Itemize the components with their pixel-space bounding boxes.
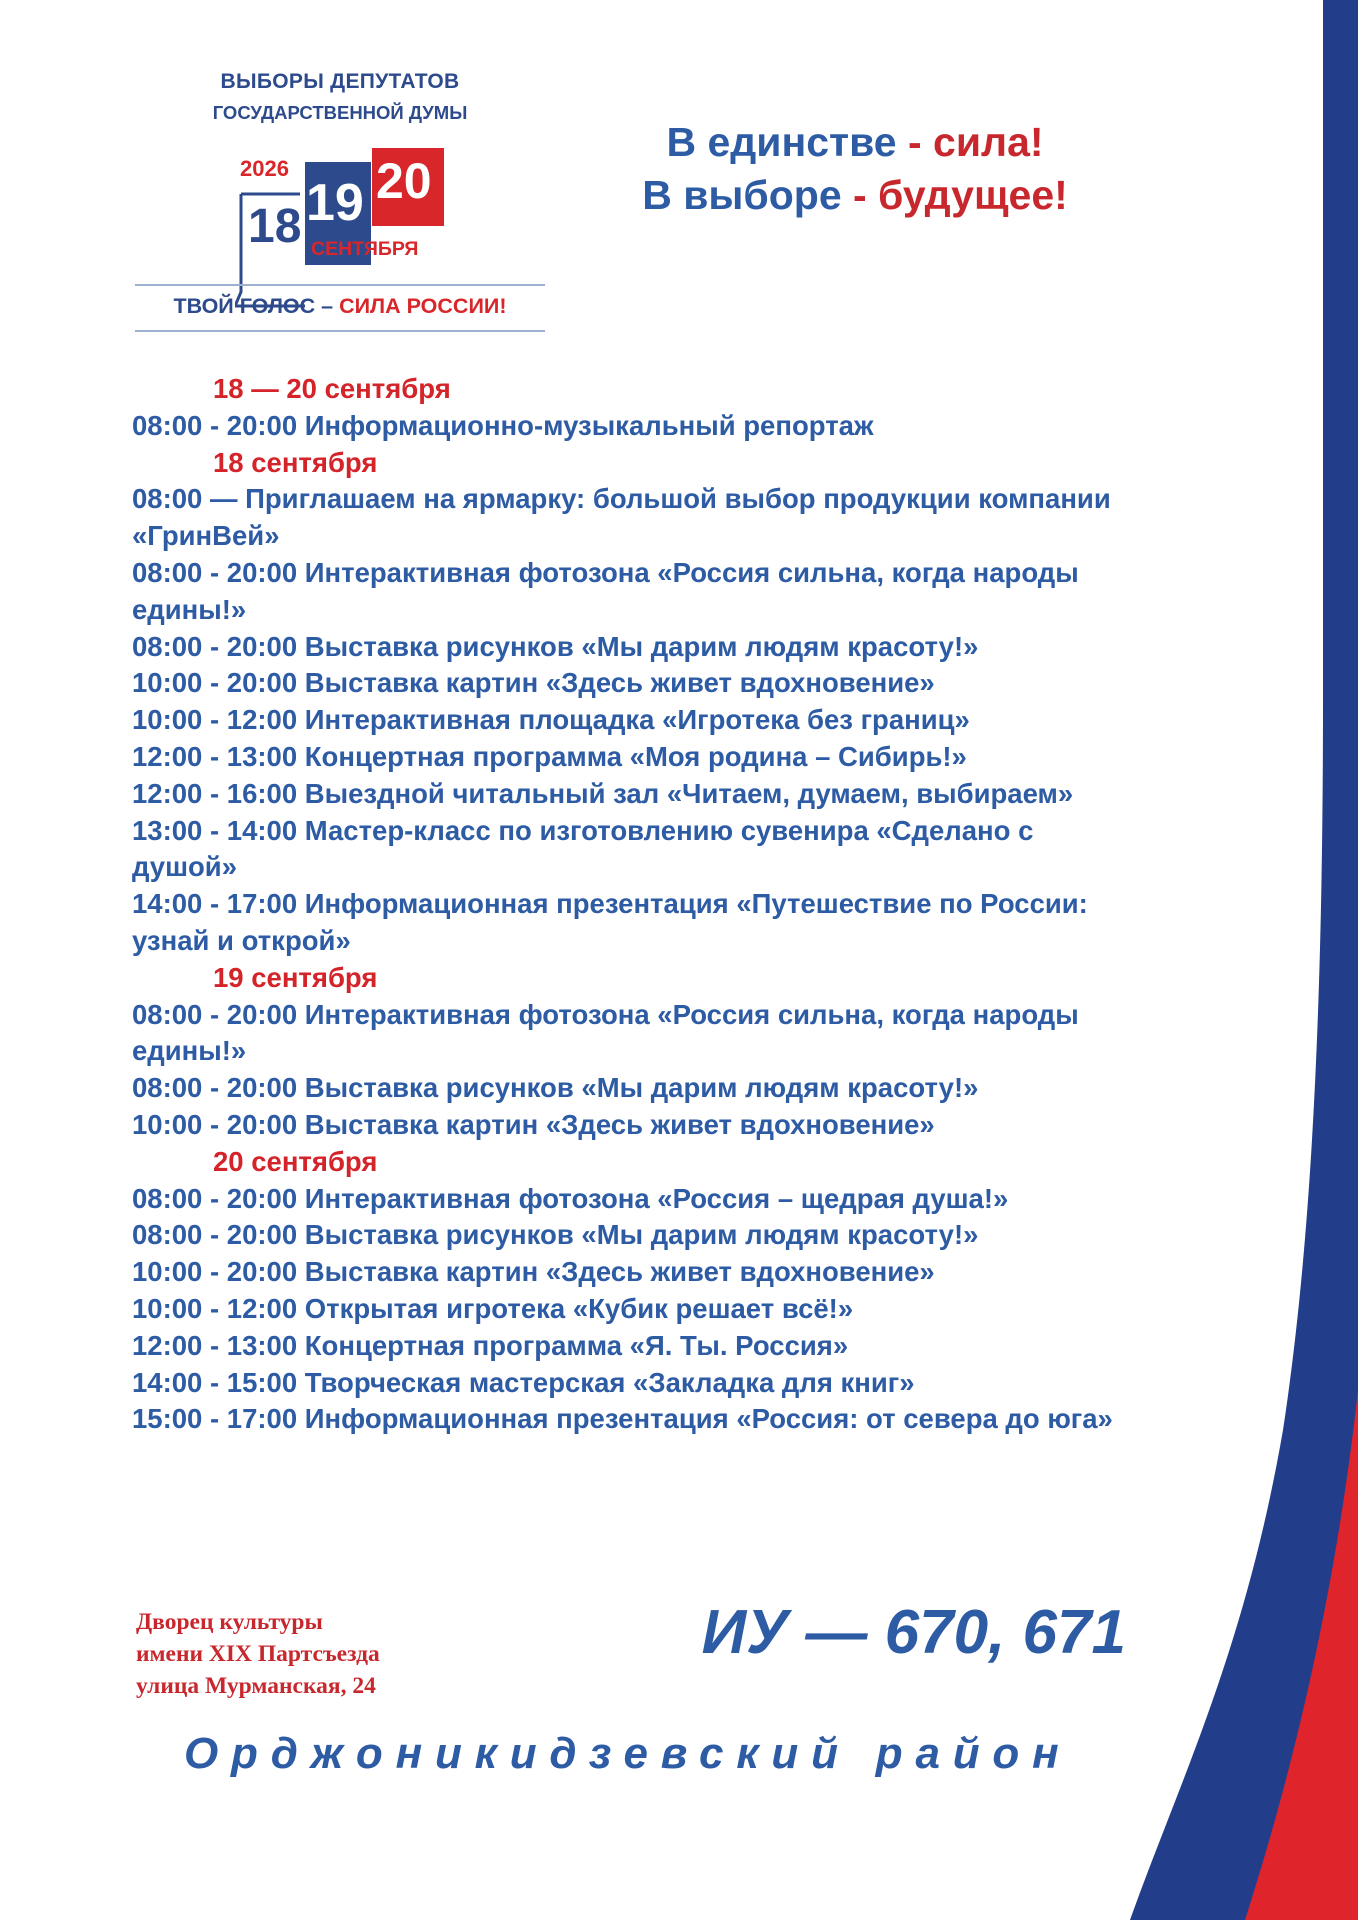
venue-address	[136, 1606, 380, 1702]
motto-line2	[605, 169, 1105, 222]
logo-day-18: 18	[248, 200, 302, 253]
event-item: 14:00 - 15:00 Творческая мастерская «Закладка для книг»	[132, 1366, 915, 1398]
event-item: 10:00 - 12:00 Интерактивная площадка «Игротека без границ»	[132, 704, 970, 736]
motto-line1-blue: В единстве	[666, 119, 908, 165]
event-item: 15:00 - 17:00 Информационная презентация «Россия: от севера до юга»	[132, 1403, 1113, 1435]
event-item: 08:00 - 20:00 Интерактивная фотозона «Россия сильна, когда народы едины!»	[132, 998, 1079, 1067]
event-item: 08:00 - 20:00 Интерактивная фотозона «Россия – щедрая душа!»	[132, 1182, 1009, 1214]
event-item: 08:00 — Приглашаем на ярмарку: большой выбор продукции компании «ГринВей»	[132, 483, 1111, 552]
day-header: 20 сентября	[213, 1145, 378, 1177]
logo-rule-bottom	[135, 330, 545, 332]
logo-title-line1: ВЫБОРЫ ДЕПУТАТОВ	[220, 70, 460, 93]
logo-year: 2026	[240, 156, 289, 181]
event-item: 12:00 - 16:00 Выездной читальный зал «Читаем, думаем, выбираем»	[132, 777, 1074, 809]
event-schedule	[132, 371, 1142, 1438]
day-header: 18 сентября	[213, 446, 378, 478]
motto-line1	[605, 116, 1105, 169]
event-item: 08:00 - 20:00 Информационно-музыкальный репортаж	[132, 409, 874, 441]
event-item: 08:00 - 20:00 Интерактивная фотозона «Россия сильна, когда народы едины!»	[132, 556, 1079, 625]
event-item: 08:00 - 20:00 Выставка рисунков «Мы дарим людям красоту!»	[132, 1219, 979, 1251]
logo-slogan-red: СИЛА РОССИИ!	[339, 294, 507, 318]
venue-line2: имени XIX Партсъезда	[136, 1641, 380, 1667]
precinct-numbers: ИУ — 670, 671	[701, 1598, 1126, 1667]
motto-line2-red: - будущее!	[853, 172, 1068, 218]
event-item: 10:00 - 12:00 Открытая игротека «Кубик решает всё!»	[132, 1292, 854, 1324]
event-item: 14:00 - 17:00 Информационная презентация «Путешествие по России: узнай и открой»	[132, 888, 1088, 956]
venue-line1: Дворец культуры	[136, 1609, 323, 1635]
event-item: 08:00 - 20:00 Выставка рисунков «Мы дарим людям красоту!»	[132, 630, 979, 662]
logo-slogan	[130, 294, 550, 319]
event-item: 12:00 - 13:00 Концертная программа «Моя родина – Сибирь!»	[132, 740, 967, 772]
event-item: 08:00 - 20:00 Выставка рисунков «Мы дарим людям красоту!»	[132, 1072, 979, 1104]
day-header: 19 сентября	[213, 961, 378, 993]
event-item: 10:00 - 20:00 Выставка картин «Здесь живет вдохновение»	[132, 667, 935, 699]
logo-rule-top	[135, 284, 545, 286]
logo-title-line2: ГОСУДАРСТВЕННОЙ ДУМЫ	[212, 102, 468, 123]
logo-slogan-blue: ТВОЙ ГОЛОС –	[173, 294, 340, 318]
logo-day-20: 20	[376, 153, 432, 209]
district-name: Орджоникидзевский район	[184, 1729, 1072, 1778]
logo-month: СЕНТЯБРЯ	[311, 238, 419, 260]
motto-line1-red: - сила!	[907, 119, 1044, 165]
election-logo	[130, 58, 550, 348]
motto	[605, 116, 1105, 222]
venue-line3: улица Мурманская, 24	[136, 1673, 376, 1699]
event-item: 10:00 - 20:00 Выставка картин «Здесь живет вдохновение»	[132, 1108, 935, 1140]
logo-day-19: 19	[306, 174, 364, 232]
motto-line2-blue: В выборе	[642, 172, 854, 218]
event-item: 13:00 - 14:00 Мастер-класс по изготовлению сувенира «Сделано с душой»	[132, 814, 1034, 883]
event-item: 12:00 - 13:00 Концертная программа «Я. Ты. Россия»	[132, 1329, 849, 1361]
day-header: 18 — 20 сентября	[213, 373, 451, 404]
event-item: 10:00 - 20:00 Выставка картин «Здесь живет вдохновение»	[132, 1256, 935, 1288]
